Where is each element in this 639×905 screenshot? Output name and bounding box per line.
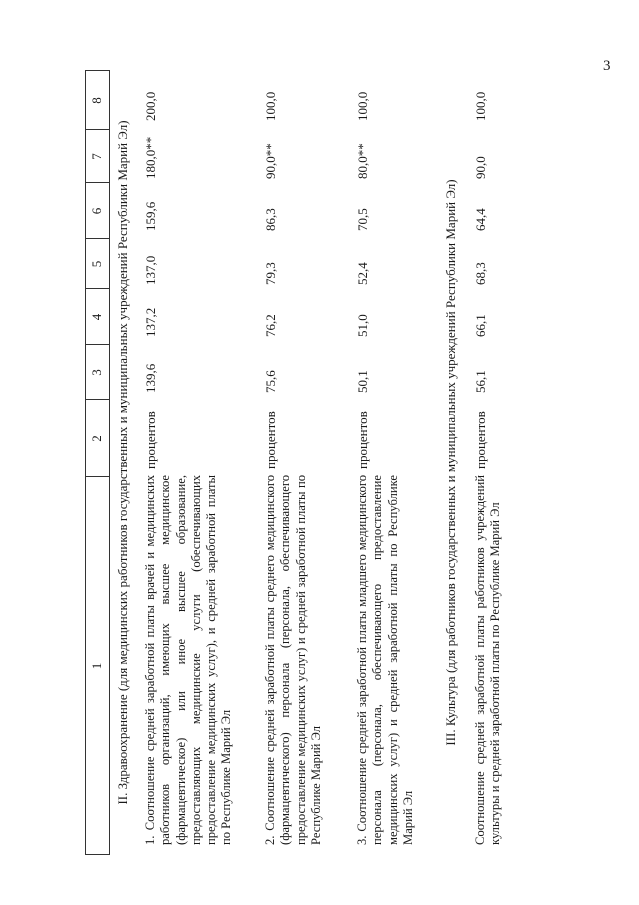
rotated-table [85,70,540,855]
row-unit: процентов [263,411,278,469]
row-value: 51,0 [355,314,370,337]
row-description: Соотношение средней заработной платы работников учреждений культуры и средней заработной платы по Республике Марий Эл [473,475,503,845]
row-value: 86,3 [263,208,278,231]
header-col-7: 7 [89,153,104,160]
row-value: 50,1 [355,370,370,393]
header-bottom-border [109,70,110,855]
row-value: 76,2 [263,314,278,337]
header-col-4: 4 [89,313,104,321]
row-description: 1. Соотношение средней заработной платы врачей и медицинских работников организаций, имеющих высшее медицинское (фармацевтическое) или иное высшее образование, предоставляющих медицинские услуги (обеспечивающих предоставление медицинских услуг), и средней заработной платы по Республике Марий Эл [143,475,234,845]
row-value: 56,1 [473,370,488,393]
row-value: 200,0 [143,91,158,121]
row-value: 64,4 [473,208,488,231]
row-value: 100,0 [473,91,488,121]
header-col-8: 8 [89,97,104,104]
row-value: 180,0** [143,136,158,179]
row-value: 137,0 [143,255,158,285]
section-title: II. Здравоохранение (для медицинских работников государственных и муниципальных учреждений Республики Марий Эл) [115,120,130,805]
header-col-3: 3 [89,369,104,376]
header-col-5: 5 [89,260,104,268]
row-value: 139,6 [143,363,158,393]
row-unit: процентов [355,411,370,469]
header-col-2: 2 [89,435,104,442]
header-col-1: 1 [89,662,104,670]
section-title: III. Культура (для работников государственных и муниципальных учреждений Республики Марий Эл) [443,179,458,746]
row-value: 70,5 [355,208,370,231]
row-unit: процентов [143,411,158,469]
row-value: 80,0** [355,143,370,179]
header-col-6: 6 [89,207,104,215]
row-description: 2. Соотношение средней заработной платы среднего медицинского (фармацевтического) персонала (персонала, обеспечивающего предоставление медицинских услуг) и средней заработной платы по Республике Марий Эл [263,475,323,845]
row-value: 159,6 [143,201,158,231]
row-value: 66,1 [473,314,488,337]
page-number: 3 [603,58,611,74]
row-value: 100,0 [263,91,278,121]
row-unit: процентов [473,411,488,469]
row-value: 75,6 [263,370,278,393]
row-value: 90,0** [263,143,278,179]
row-description: 3. Соотношение средней заработной платы младшего медицинского персонала (персонала, обеспечивающего предоставление медицинских услуг) и средней заработной платы по Республике Марий Эл [355,475,415,845]
row-value: 100,0 [355,91,370,121]
row-value: 90,0 [473,156,488,179]
row-value: 52,4 [355,262,370,285]
row-value: 137,2 [143,307,158,337]
row-value: 68,3 [473,262,488,285]
row-value: 79,3 [263,262,278,285]
